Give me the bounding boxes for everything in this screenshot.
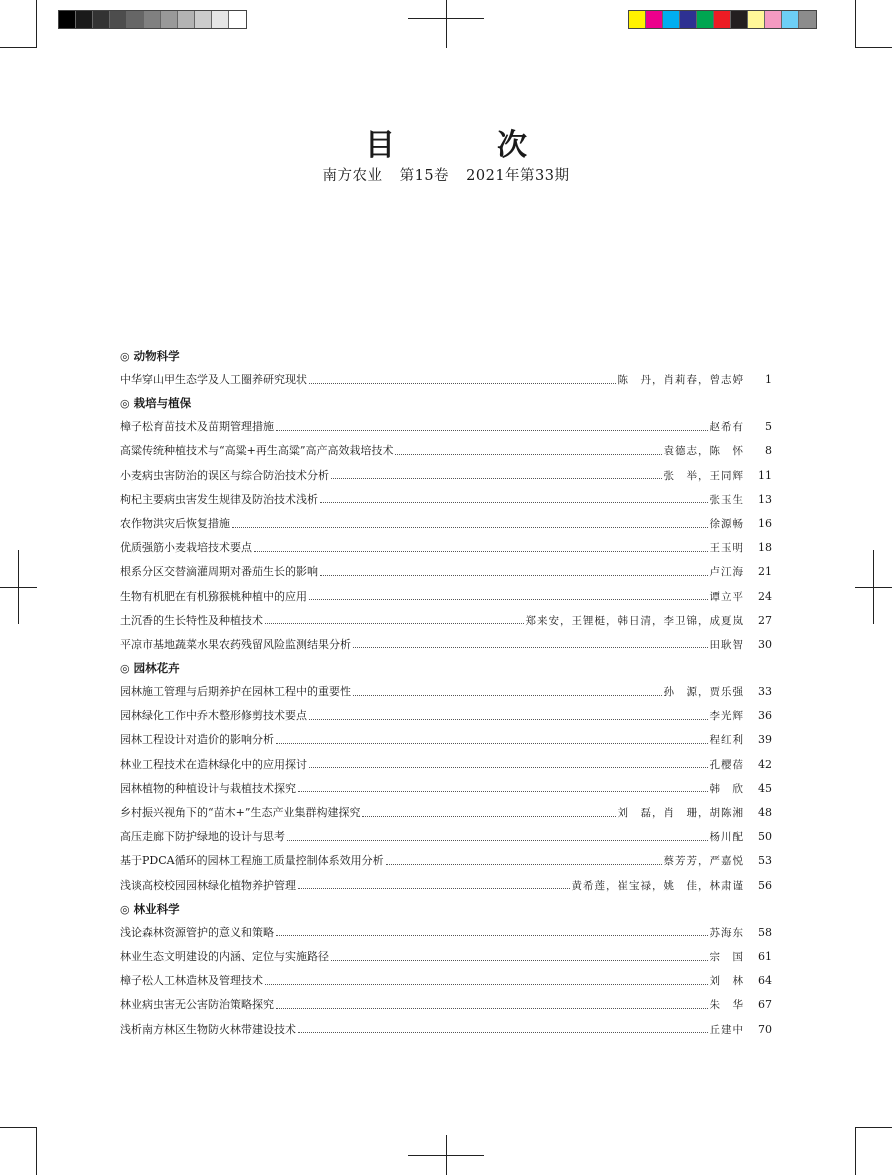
dot-leader: [276, 1008, 708, 1009]
article-title: 平凉市基地蔬菜水果农药残留风险监测结果分析: [120, 637, 351, 651]
article-authors: 丘建中: [709, 1023, 744, 1036]
article-page-number: 64: [758, 974, 772, 988]
article-title: 中华穿山甲生态学及人工圈养研究现状: [120, 373, 307, 386]
dot-leader: [331, 960, 708, 961]
article-title: 园林植物的种植设计与栽植技术探究: [120, 781, 296, 795]
article-page-number: 8: [765, 444, 772, 458]
toc-entry[interactable]: [120, 1018, 772, 1042]
calibration-swatch: [110, 11, 127, 28]
article-authors: 谭立平: [709, 590, 744, 603]
article-authors: 孔樱蓓: [709, 758, 744, 771]
dot-leader: [254, 551, 708, 552]
toc-entry[interactable]: [120, 849, 772, 873]
journal-info: [0, 164, 892, 185]
toc-entry[interactable]: [120, 969, 772, 993]
toc-entry[interactable]: [120, 921, 772, 945]
calibration-swatch: [93, 11, 110, 28]
article-authors: 李光辉: [709, 710, 744, 723]
article-authors: 王玉明: [709, 542, 744, 555]
toc-entry[interactable]: [120, 704, 772, 728]
toc-entry[interactable]: [120, 993, 772, 1017]
dot-leader: [298, 791, 708, 792]
article-authors: 张玉生: [709, 493, 744, 506]
toc-entry[interactable]: [120, 633, 772, 657]
article-page-number: 1: [765, 373, 772, 386]
article-page-number: 18: [758, 541, 772, 555]
toc-entry[interactable]: [120, 777, 772, 801]
article-authors: 卢江海: [709, 566, 744, 579]
article-authors: 宗 国: [709, 950, 744, 963]
calibration-swatch: [714, 11, 731, 28]
calibration-swatch: [697, 11, 714, 28]
toc-entry[interactable]: [120, 536, 772, 560]
calibration-swatch: [212, 11, 229, 28]
toc-entry[interactable]: [120, 728, 772, 752]
calibration-swatch: [76, 11, 93, 28]
article-page-number: 70: [758, 1022, 772, 1036]
section-heading: [120, 345, 772, 368]
article-title: 生物有机肥在有机猕猴桃种植中的应用: [120, 589, 307, 603]
calibration-swatch: [731, 11, 748, 28]
article-authors: 赵希有: [709, 421, 744, 434]
article-page-number: 16: [758, 516, 772, 530]
dot-leader: [309, 383, 616, 384]
calibration-swatch: [178, 11, 195, 28]
toc-entry[interactable]: [120, 464, 772, 488]
calibration-swatch: [629, 11, 646, 28]
calibration-swatch: [59, 11, 76, 28]
article-title: 浅谈高校校园园林绿化植物养护管理: [120, 878, 296, 892]
calibration-swatch: [161, 11, 178, 28]
article-authors: 蔡芳芳，严嘉悦: [663, 855, 744, 868]
calibration-swatch: [144, 11, 161, 28]
article-page-number: 42: [758, 757, 772, 771]
dot-leader: [309, 767, 708, 768]
section-name: 栽培与植保: [133, 396, 192, 411]
toc-entry[interactable]: [120, 439, 772, 463]
article-authors: 苏海东: [709, 926, 744, 939]
section-heading: [120, 898, 772, 921]
article-page-number: 58: [758, 925, 772, 939]
section-name: 林业科学: [133, 901, 180, 916]
article-authors: 黄希莲，崔宝禄，姚 佳，林肃谨: [571, 879, 744, 892]
article-authors: 孙 源，贾乐强: [663, 686, 744, 699]
dot-leader: [298, 1032, 708, 1033]
dot-leader: [353, 647, 708, 648]
toc-entry[interactable]: [120, 753, 772, 777]
section-bullet-icon: ◎: [120, 662, 130, 676]
toc-entry[interactable]: [120, 415, 772, 439]
dot-leader: [287, 840, 708, 841]
section-heading: [120, 392, 772, 415]
article-authors: 刘 林: [709, 975, 744, 988]
article-authors: 杨川配: [709, 831, 744, 844]
article-page-number: 45: [758, 781, 772, 795]
article-page-number: 48: [758, 806, 772, 819]
dot-leader: [386, 864, 662, 865]
dot-leader: [265, 623, 524, 624]
article-title: 小麦病虫害防治的误区与综合防治技术分析: [120, 468, 329, 482]
toc-entry[interactable]: [120, 801, 772, 825]
dot-leader: [309, 599, 708, 600]
calibration-swatch: [663, 11, 680, 28]
toc-entry[interactable]: [120, 488, 772, 512]
article-page-number: 11: [758, 468, 772, 482]
toc-entry[interactable]: [120, 609, 772, 633]
article-title: 园林工程设计对造价的影响分析: [120, 733, 274, 747]
toc-entry[interactable]: [120, 874, 772, 898]
dot-leader: [276, 935, 708, 936]
calibration-swatch: [229, 11, 246, 28]
article-title: 园林绿化工作中乔木整形修剪技术要点: [120, 709, 307, 723]
toc-entry[interactable]: [120, 560, 772, 584]
article-authors: 朱 华: [709, 999, 744, 1012]
article-title: 高粱传统种植技术与“高粱+再生高粱”高产高效栽培技术: [120, 444, 394, 458]
journal-issue: 2021年第33期: [466, 168, 570, 184]
section-bullet-icon: ◎: [120, 350, 130, 363]
article-page-number: 50: [758, 830, 772, 844]
dot-leader: [276, 743, 708, 744]
article-authors: 田耿智: [709, 638, 744, 651]
article-title: 园林施工管理与后期养护在园林工程中的重要性: [120, 685, 351, 699]
dot-leader: [331, 478, 662, 479]
article-page-number: 5: [765, 420, 772, 434]
article-title: 樟子松育苗技术及苗期管理措施: [120, 420, 274, 434]
calibration-swatch: [646, 11, 663, 28]
calibration-swatch: [680, 11, 697, 28]
article-authors: 袁德志，陈 怀: [663, 445, 744, 458]
article-title: 枸杞主要病虫害发生规律及防治技术浅析: [120, 492, 318, 506]
toc-entry[interactable]: [120, 825, 772, 849]
article-page-number: 56: [758, 878, 772, 892]
calibration-swatch: [782, 11, 799, 28]
dot-leader: [298, 888, 570, 889]
article-page-number: 61: [758, 949, 772, 963]
toc-entry[interactable]: [120, 585, 772, 609]
section-name: 动物科学: [133, 349, 180, 363]
dot-leader: [265, 984, 708, 985]
article-page-number: 33: [758, 685, 772, 699]
article-title: 林业病虫害无公害防治策略探究: [120, 998, 274, 1012]
toc-entry[interactable]: [120, 945, 772, 969]
article-title: 林业工程技术在造林绿化中的应用探讨: [120, 757, 307, 771]
dot-leader: [276, 430, 708, 431]
calibration-swatch: [195, 11, 212, 28]
table-of-contents: [120, 345, 772, 1042]
grayscale-calibration-bar: [58, 10, 247, 29]
article-authors: 张 举，王同辉: [663, 469, 744, 482]
article-authors: 程红利: [709, 734, 744, 747]
article-page-number: 36: [758, 709, 772, 723]
calibration-swatch: [127, 11, 144, 28]
article-title: 优质强筋小麦栽培技术要点: [120, 541, 252, 555]
calibration-swatch: [748, 11, 765, 28]
dot-leader: [395, 454, 661, 455]
article-title: 土沉香的生长特性及种植技术: [120, 613, 263, 627]
article-authors: 郑来安，王锂梃，韩日清，李卫锦，成夏岚: [525, 614, 744, 627]
section-name: 园林花卉: [133, 661, 180, 676]
article-title: 林业生态文明建设的内涵、定位与实施路径: [120, 949, 329, 963]
dot-leader: [232, 527, 708, 528]
article-title: 基于PDCA循环的园林工程施工质量控制体系效用分析: [120, 854, 384, 868]
article-title: 樟子松人工林造林及管理技术: [120, 974, 263, 988]
journal-volume: 第15卷: [399, 168, 450, 184]
dot-leader: [309, 719, 708, 720]
article-page-number: 53: [758, 854, 772, 868]
page-title: 目 次: [365, 128, 563, 163]
article-page-number: 13: [758, 492, 772, 506]
article-title: 浅论森林资源管护的意义和策略: [120, 925, 274, 939]
article-title: 根系分区交替滴灌周期对番茄生长的影响: [120, 565, 318, 579]
article-title: 乡村振兴视角下的“苗木+”生态产业集群构建探究: [120, 806, 361, 819]
article-authors: 韩 欣: [709, 782, 744, 795]
toc-entry[interactable]: [120, 368, 772, 392]
article-title: 浅析南方林区生物防火林带建设技术: [120, 1022, 296, 1036]
dot-leader: [320, 502, 708, 503]
article-title: 高压走廊下防护绿地的设计与思考: [120, 830, 285, 844]
dot-leader: [320, 575, 708, 576]
article-page-number: 27: [758, 613, 772, 627]
article-authors: 徐源畅: [709, 517, 744, 530]
article-page-number: 39: [758, 733, 772, 747]
color-calibration-bar: [628, 10, 817, 29]
article-page-number: 67: [758, 998, 772, 1012]
section-bullet-icon: ◎: [120, 902, 130, 916]
section-heading: [120, 657, 772, 680]
journal-name: 南方农业: [322, 168, 383, 184]
article-authors: 陈 丹，肖莉春，曾志婷: [617, 374, 744, 386]
dot-leader: [353, 695, 662, 696]
article-authors: 刘 磊，肖 珊，胡陈湘: [617, 807, 744, 819]
calibration-swatch: [765, 11, 782, 28]
toc-entry[interactable]: [120, 512, 772, 536]
calibration-swatch: [799, 11, 816, 28]
article-page-number: 24: [758, 589, 772, 603]
article-page-number: 21: [758, 565, 772, 579]
dot-leader: [362, 816, 615, 817]
article-title: 农作物洪灾后恢复措施: [120, 516, 230, 530]
article-page-number: 30: [758, 637, 772, 651]
section-bullet-icon: ◎: [120, 397, 130, 411]
toc-entry[interactable]: [120, 680, 772, 704]
